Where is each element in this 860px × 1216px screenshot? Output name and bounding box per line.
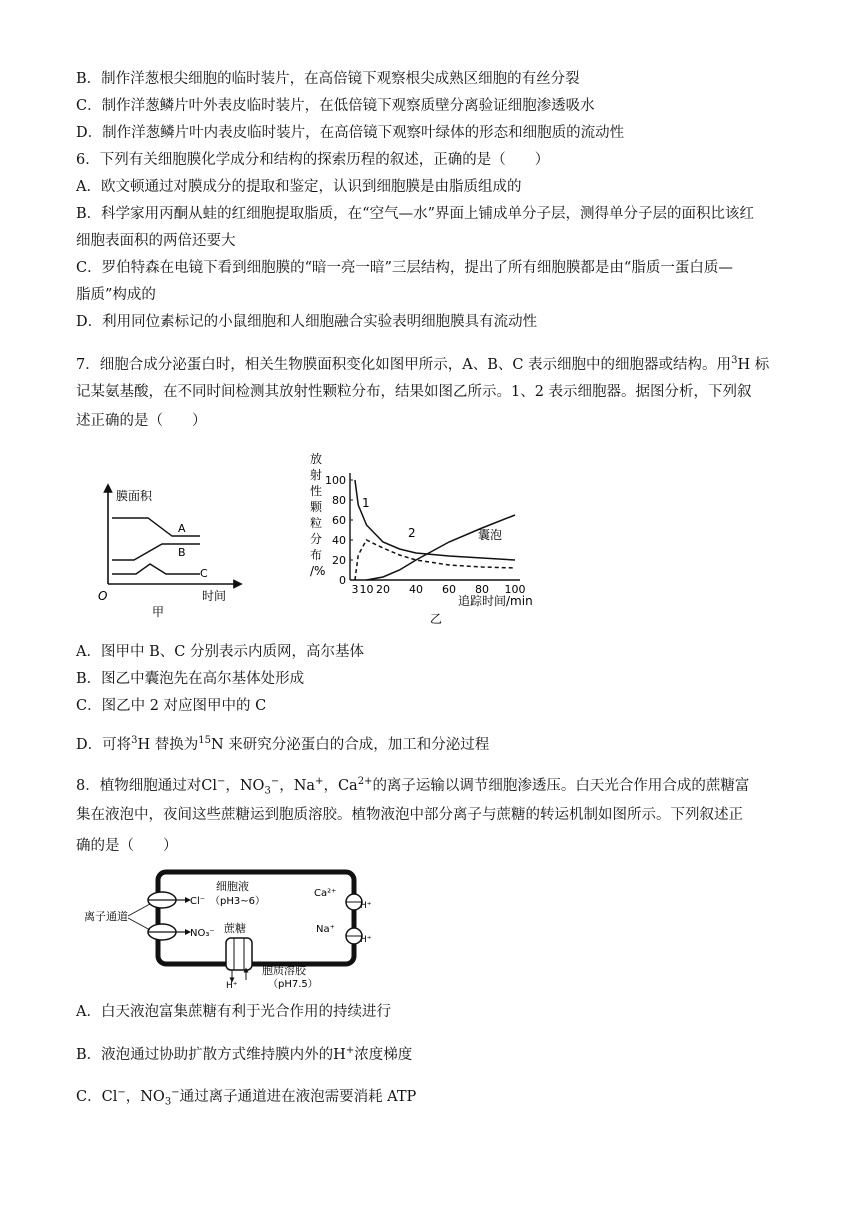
yi-xtick-label: 10 <box>359 583 374 596</box>
no3-label: NO₃⁻ <box>190 928 215 939</box>
jia-curve-b <box>112 544 200 560</box>
q7-option-a: A．图甲中 B、C 分别表示内质网，高尔基体 <box>76 644 364 660</box>
h-label-bottom: H⁺ <box>226 981 238 990</box>
q7-option-b: B．图乙中囊泡先在高尔基体处形成 <box>76 671 305 687</box>
figure-jia <box>90 480 250 620</box>
yi-ytick-label: 60 <box>332 514 346 527</box>
yi-curve-label-vesicle: 囊泡 <box>478 528 503 542</box>
cytosol-ph: （pH7.5） <box>268 979 318 990</box>
jia-caption: 甲 <box>152 605 165 619</box>
q5-option-c: C．制作洋葱鳞片叶外表皮临时装片，在低倍镜下观察质壁分离验证细胞渗透吸水 <box>76 98 595 114</box>
yi-ylabel-char: 粒 <box>310 516 323 530</box>
yi-xtick-label: 100 <box>504 583 526 596</box>
sucrose-label: 蔗糖 <box>224 922 246 935</box>
q6-option-a: A．欧文顿通过对膜成分的提取和鉴定，认识到细胞膜是由脂质组成的 <box>76 179 522 195</box>
yi-ylabel-char: 性 <box>310 484 323 498</box>
yi-xtick-label: 3 <box>351 583 359 596</box>
q6-option-c-line2: 脂质”构成的 <box>76 287 156 303</box>
jia-origin: O <box>98 589 108 603</box>
h-label-right-1: H⁺ <box>360 901 372 911</box>
yi-xtick-label: 60 <box>442 583 456 596</box>
q8-option-a: A．白天液泡富集蔗糖有利于光合作用的持续进行 <box>76 1004 391 1020</box>
yi-ylabel-char: 射 <box>310 468 323 482</box>
yi-ytick-label: 20 <box>332 554 346 567</box>
jia-xlabel: 时间 <box>202 589 227 603</box>
q5-option-b: B．制作洋葱根尖细胞的临时装片，在高倍镜下观察根尖成熟区细胞的有丝分裂 <box>76 71 580 87</box>
yi-ylabel-char: 颗 <box>310 500 323 514</box>
q7-option-c: C．图乙中 2 对应图甲中的 C <box>76 698 267 714</box>
q8-option-b: B．液泡通过协助扩散方式维持膜内外的H+浓度梯度 <box>76 1045 413 1063</box>
yi-ylabel-char: 布 <box>310 548 323 562</box>
jia-label-a: A <box>178 522 186 535</box>
h-label-right-2: H⁺ <box>360 935 372 945</box>
q6-option-b-line1: B．科学家用丙酮从蛙的红细胞提取脂质，在“空气—水”界面上铺成单分子层，测得单分子层的面积比该红 <box>76 206 754 222</box>
cytosol-label: 胞质溶胶 <box>262 964 306 977</box>
yi-curve-label-2: 2 <box>408 526 416 540</box>
cl-label: Cl⁻ <box>190 896 206 907</box>
q7-option-d: D．可将$^3$H 替换为$^{15}$N 来研究分泌蛋白的合成，加工和分泌过程 <box>76 735 490 753</box>
cell-sap-ph: （pH3~6） <box>210 896 265 907</box>
yi-ylabel <box>310 452 325 578</box>
jia-label-b: B <box>178 546 186 559</box>
yi-xtick-label: 40 <box>409 583 423 596</box>
yi-xlabel: 追踪时间/min <box>458 594 533 608</box>
q8-stem-line1: 8．植物细胞通过对Cl−，$NO_3^-$，Na+，$Ca^{2+}$的离子运输以调节细胞渗透压。白天光合作用合成的蔗糖富 <box>76 776 750 797</box>
yi-series-3 <box>367 515 516 580</box>
yi-ytick-label: 100 <box>325 474 346 487</box>
yi-ytick-label: 40 <box>332 534 346 547</box>
jia-curve-c <box>112 564 200 574</box>
q6-option-b-line2: 细胞表面积的两倍还要大 <box>76 233 236 249</box>
q8-stem-line2: 集在液泡中，夜间这些蔗糖运到胞质溶胶。植物液泡中部分离子与蔗糖的转运机制如图所示。下列叙述正 <box>76 807 743 823</box>
jia-label-c: C <box>200 567 208 580</box>
q5-option-d: D．制作洋葱鳞片叶内表皮临时装片，在高倍镜下观察叶绿体的形态和细胞质的流动性 <box>76 125 625 141</box>
q6-option-d: D．利用同位素标记的小鼠细胞和人细胞融合实验表明细胞膜具有流动性 <box>76 314 538 330</box>
q6-stem: 6．下列有关细胞膜化学成分和结构的探索历程的叙述，正确的是（ ） <box>76 152 550 168</box>
q6-option-c-line1: C．罗伯特森在电镜下看到细胞膜的“暗一亮一暗”三层结构，提出了所有细胞膜都是由“脂质一蛋白质— <box>76 260 733 276</box>
jia-ylabel: 膜面积 <box>116 489 153 503</box>
figure-vacuole-transport <box>84 862 374 990</box>
cell-sap-label: 细胞液 <box>216 880 249 893</box>
yi-caption: 乙 <box>430 612 443 626</box>
yi-ylabel-char: 放 <box>310 452 323 466</box>
yi-ytick-label: 80 <box>332 494 346 507</box>
yi-series-2 <box>355 540 515 580</box>
q8-stem-line3: 确的是（ ） <box>76 838 178 854</box>
q7-stem-line1: 7．细胞合成分泌蛋白时，相关生物膜面积变化如图甲所示，A、B、C 表示细胞中的细胞器或结构。用$^3$H 标 <box>76 355 770 373</box>
jia-curve-a <box>112 518 200 536</box>
yi-ytick-label: 0 <box>339 574 346 587</box>
q7-stem-line2: 记某氨基酸，在不同时间检测其放射性颗粒分布，结果如图乙所示。1、2 表示细胞器。据图分析，下列叙 <box>76 384 752 400</box>
yi-xtick-label: 80 <box>475 583 489 596</box>
figure-yi <box>300 445 550 655</box>
yi-series-1 <box>355 480 515 560</box>
yi-ylabel-char: /% <box>310 564 326 578</box>
q8-option-c: C．Cl−，$NO_3^-$通过离子通道进在液泡需要消耗 ATP <box>76 1087 417 1108</box>
na-label: Na⁺ <box>316 924 335 935</box>
yi-curve-label-1: 1 <box>362 496 370 510</box>
yi-xtick-label: 20 <box>376 583 390 596</box>
ca-label: Ca²⁺ <box>314 888 337 899</box>
q7-stem-line3: 述正确的是（ ） <box>76 413 207 429</box>
ion-channel-label: 离子通道 <box>84 910 128 923</box>
yi-ylabel-char: 分 <box>310 532 323 546</box>
